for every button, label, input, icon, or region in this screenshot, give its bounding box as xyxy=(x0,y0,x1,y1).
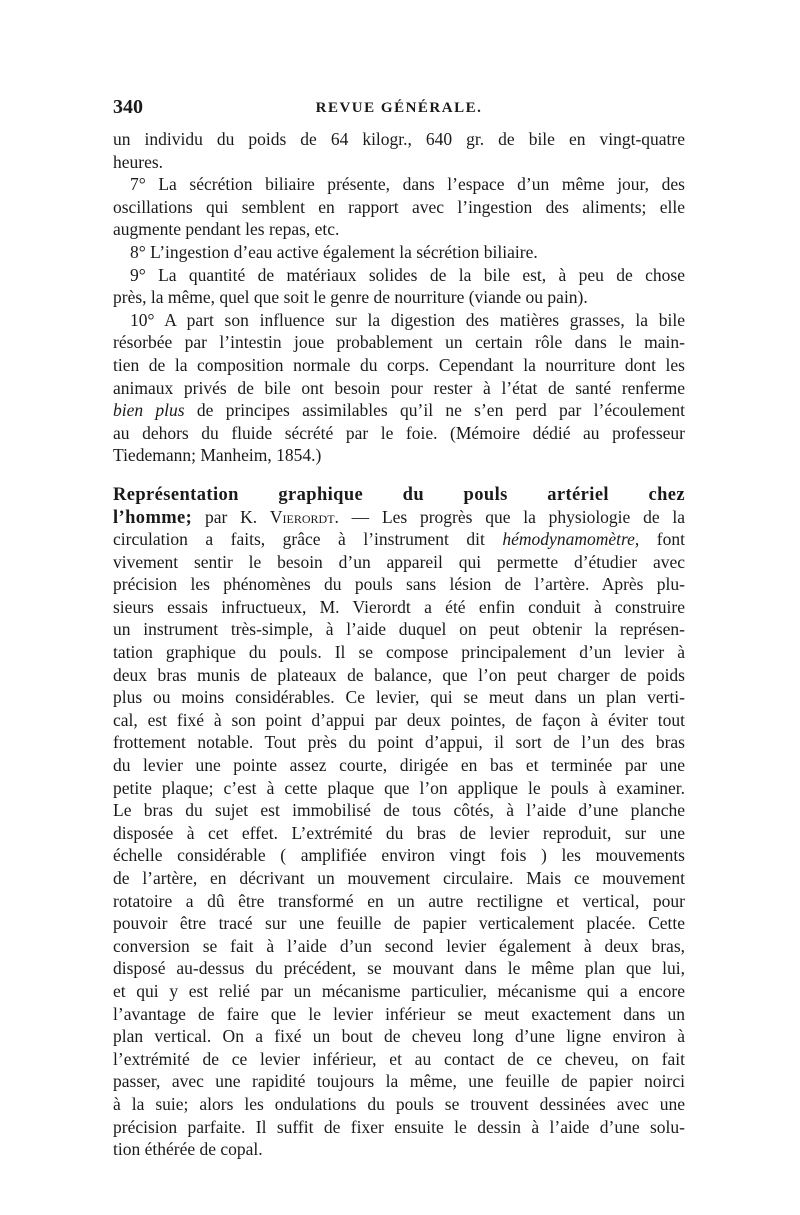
text-line: tion éthérée de copal. xyxy=(113,1139,263,1160)
article-heading-line xyxy=(113,483,685,506)
text-line: résorbée par l’intestin joue probablement un certain rôle dans le main- xyxy=(113,332,685,353)
text-line: rotatoire a dû être transformé en un autre rectiligne et vertical, pour xyxy=(113,890,685,911)
text-line: tien de la composition normale du corps. Cependant la nourriture dont les xyxy=(113,354,685,375)
text-line: cal, est fixé à son point d’appui par deux pointes, de façon à éviter tout xyxy=(113,709,685,730)
text-line: du levier une pointe assez courte, dirigée en bas et terminée par une xyxy=(113,755,685,776)
text-line: 8° L’ingestion d’eau active également la sécrétion biliaire. xyxy=(130,241,538,262)
article-title: Représentation graphique du pouls artériel chez xyxy=(113,484,685,505)
text-line: conversion se fait à l’aide d’un second levier également à deux bras, xyxy=(113,935,685,956)
emphasis-text: bien plus xyxy=(113,400,185,421)
text-line: l’extrémité de ce levier inférieur, et au contact de ce cheveu, on fait xyxy=(113,1048,685,1069)
text-line: plus ou moins considérables. Ce levier, qui se meut dans un plan verti- xyxy=(113,687,685,708)
text-line: 7° La sécrétion biliaire présente, dans l’espace d’un même jour, des xyxy=(130,174,685,195)
page-body xyxy=(113,128,685,1161)
text-line: l’avantage de faire que le levier inférieur se meut exactement dans un xyxy=(113,1003,685,1024)
text-line: précision les phénomènes du pouls sans lésion de l’artère. Après plu- xyxy=(113,574,685,595)
text-line xyxy=(113,506,685,529)
text-line: un individu du poids de 64 kilogr., 640 gr. de bile en vingt-quatre xyxy=(113,129,685,149)
text-line: au dehors du fluide sécrété par le foie. (Mémoire dédié au professeur xyxy=(113,422,685,443)
text-line: sieurs essais infructueux, M. Vierordt a été enfin conduit à construire xyxy=(113,596,685,617)
text-line: à la suie; alors les ondulations du pouls se trouvent dessinées avec une xyxy=(113,1093,685,1114)
text-line: un instrument très-simple, à l’aide duquel on peut obtenir la représen- xyxy=(113,619,685,640)
text-line: 10° A part son influence sur la digestion des matières grasses, la bile xyxy=(130,309,685,330)
text-line: vivement sentir le besoin d’un appareil qui permette d’étudier avec xyxy=(113,551,685,572)
text-line: 9° La quantité de matériaux solides de la bile est, à peu de chose xyxy=(130,264,685,285)
text-fragment: circulation a faits, grâce à l’instrument dit xyxy=(113,529,503,550)
text-line: heures. xyxy=(113,151,164,172)
text-line: disposée à cet effet. L’extrémité du bras de levier reproduit, sur une xyxy=(113,822,685,843)
text-line xyxy=(113,399,685,422)
page-number: 340 xyxy=(113,96,143,118)
text-line: Le bras du sujet est immobilisé de tous côtés, à l’aide d’une planche xyxy=(113,800,685,821)
text-line: précision parfaite. Il suffit de fixer ensuite le dessin à l’aide d’une solu- xyxy=(113,1116,685,1137)
text-fragment: de principes assimilables qu’il ne s’en perd par l’écoulement xyxy=(184,400,685,421)
text-line: de l’artère, en décrivant un mouvement circulaire. Mais ce mouvement xyxy=(113,868,685,888)
text-fragment: . — Les progrès que la physiologie de la xyxy=(334,506,685,527)
text-line: frottement notable. Tout près du point d’appui, il sort de l’un des bras xyxy=(113,732,685,753)
running-head: REVUE GÉNÉRALE. xyxy=(315,100,483,116)
text-line: échelle considérable ( amplifiée environ vingt fois ) les mouvements xyxy=(113,845,685,866)
text-line: plan vertical. On a fixé un bout de cheveu long d’une ligne environ à xyxy=(113,1026,685,1047)
text-line: tation graphique du pouls. Il se compose principalement d’un levier à xyxy=(113,642,685,663)
text-line xyxy=(113,528,685,551)
text-line: et qui y est relié par un mécanisme particulier, mécanisme qui a encore xyxy=(113,980,685,1001)
text-line: petite plaque; c’est à cette plaque que l’on applique le pouls à examiner. xyxy=(113,777,685,798)
text-fragment: , font xyxy=(634,529,685,550)
text-line: passer, avec une rapidité toujours la même, une feuille de papier noirci xyxy=(113,1071,685,1092)
article-author: Vierordt xyxy=(269,506,335,527)
text-line: Tiedemann; Manheim, 1854.) xyxy=(113,445,322,466)
text-line: pouvoir être tracé sur une feuille de papier verticalement placée. Cette xyxy=(113,913,685,934)
text-line: oscillations qui semblent en rapport avec l’ingestion des aliments; elle xyxy=(113,196,685,217)
text-line: animaux privés de bile ont besoin pour rester à l’état de santé renferme xyxy=(113,377,685,398)
text-fragment: par K. xyxy=(192,506,270,527)
emphasis-text: hémodynamomètre xyxy=(502,529,635,550)
text-line: augmente pendant les repas, etc. xyxy=(113,219,340,240)
text-line: deux bras munis de plateaux de balance, que l’on peut charger de poids xyxy=(113,664,685,685)
text-line: disposé au-dessus du précédent, se mouvant dans le même plan que lui, xyxy=(113,958,685,979)
text-line: près, la même, quel que soit le genre de nourriture (viande ou pain). xyxy=(113,287,588,308)
article-title-end: l’homme; xyxy=(113,507,193,528)
page-header xyxy=(113,96,685,126)
